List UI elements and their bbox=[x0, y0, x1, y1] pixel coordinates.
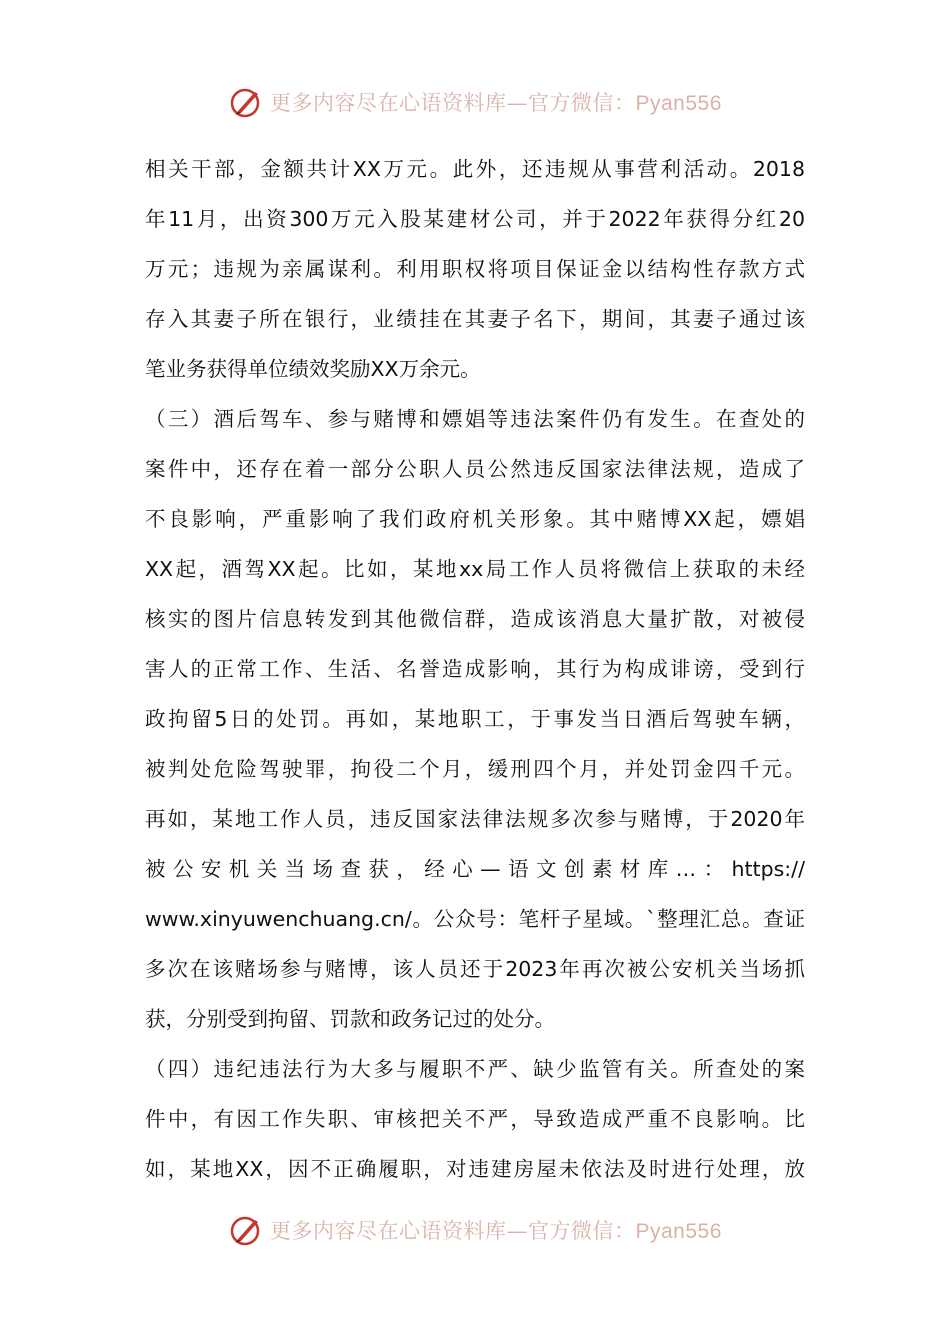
text-line: （三）酒后驾车、参与赌博和嫖娼等违法案件仍有发生。在查处的 bbox=[145, 407, 805, 431]
text-line: 政拘留5日的处罚。再如，某地职工，于事发当日酒后驾驶车辆， bbox=[145, 707, 805, 731]
text-line: 再如，某地工作人员，违反国家法律法规多次参与赌博，于2020年 bbox=[145, 807, 805, 831]
text-line: （四）违纪违法行为大多与履职不严、缺少监管有关。所查处的案 bbox=[145, 1057, 805, 1081]
pen-logo-icon bbox=[228, 84, 264, 120]
header-watermark bbox=[228, 82, 748, 122]
text-line: 被判处危险驾驶罪，拘役二个月，缓刑四个月，并处罚金四千元。 bbox=[145, 757, 805, 781]
text-line: 害人的正常工作、生活、名誉造成影响，其行为构成诽谤，受到行 bbox=[145, 657, 805, 681]
text-line: 如，某地XX，因不正确履职，对违建房屋未依法及时进行处理，放 bbox=[145, 1157, 805, 1181]
text-line: 笔业务获得单位绩效奖励XX万余元。 bbox=[145, 357, 481, 381]
text-line: 多次在该赌场参与赌博，该人员还于2023年再次被公安机关当场抓 bbox=[145, 957, 805, 981]
text-line: 件中，有因工作失职、审核把关不严，导致造成严重不良影响。比 bbox=[145, 1107, 805, 1131]
text-line: 案件中，还存在着一部分公职人员公然违反国家法律法规，造成了 bbox=[145, 457, 805, 481]
text-line: 相关干部，金额共计XX万元。此外，还违规从事营利活动。2018 bbox=[145, 157, 805, 181]
text-line: www.xinyuwenchuang.cn/。公众号：笔杆子星域。`整理汇总。查证 bbox=[145, 907, 805, 931]
text-line: 获，分别受到拘留、罚款和政务记过的处分。 bbox=[145, 1007, 555, 1031]
text-line: 存入其妻子所在银行，业绩挂在其妻子名下，期间，其妻子通过该 bbox=[145, 307, 805, 331]
text-line: 万元；违规为亲属谋利。利用职权将项目保证金以结构性存款方式 bbox=[145, 257, 805, 281]
header-watermark-text: 更多内容尽在心语资料库—官方微信：Pyan556 bbox=[270, 91, 722, 115]
footer-watermark bbox=[228, 1210, 748, 1250]
footer-watermark-text: 更多内容尽在心语资料库—官方微信：Pyan556 bbox=[270, 1219, 722, 1243]
text-line: XX起，酒驾XX起。比如，某地xx局工作人员将微信上获取的未经 bbox=[145, 557, 805, 581]
pen-logo-icon bbox=[228, 1212, 264, 1248]
text-line: 年11月，出资300万元入股某建材公司，并于2022年获得分红20 bbox=[145, 207, 805, 231]
text-line: 核实的图片信息转发到其他微信群，造成该消息大量扩散，对被侵 bbox=[145, 607, 805, 631]
document-body bbox=[145, 144, 805, 1194]
text-line: 不良影响，严重影响了我们政府机关形象。其中赌博XX起，嫖娼 bbox=[145, 507, 805, 531]
text-line: 被公安机关当场查获，经心—语文创素材库…：https:// bbox=[145, 857, 805, 881]
